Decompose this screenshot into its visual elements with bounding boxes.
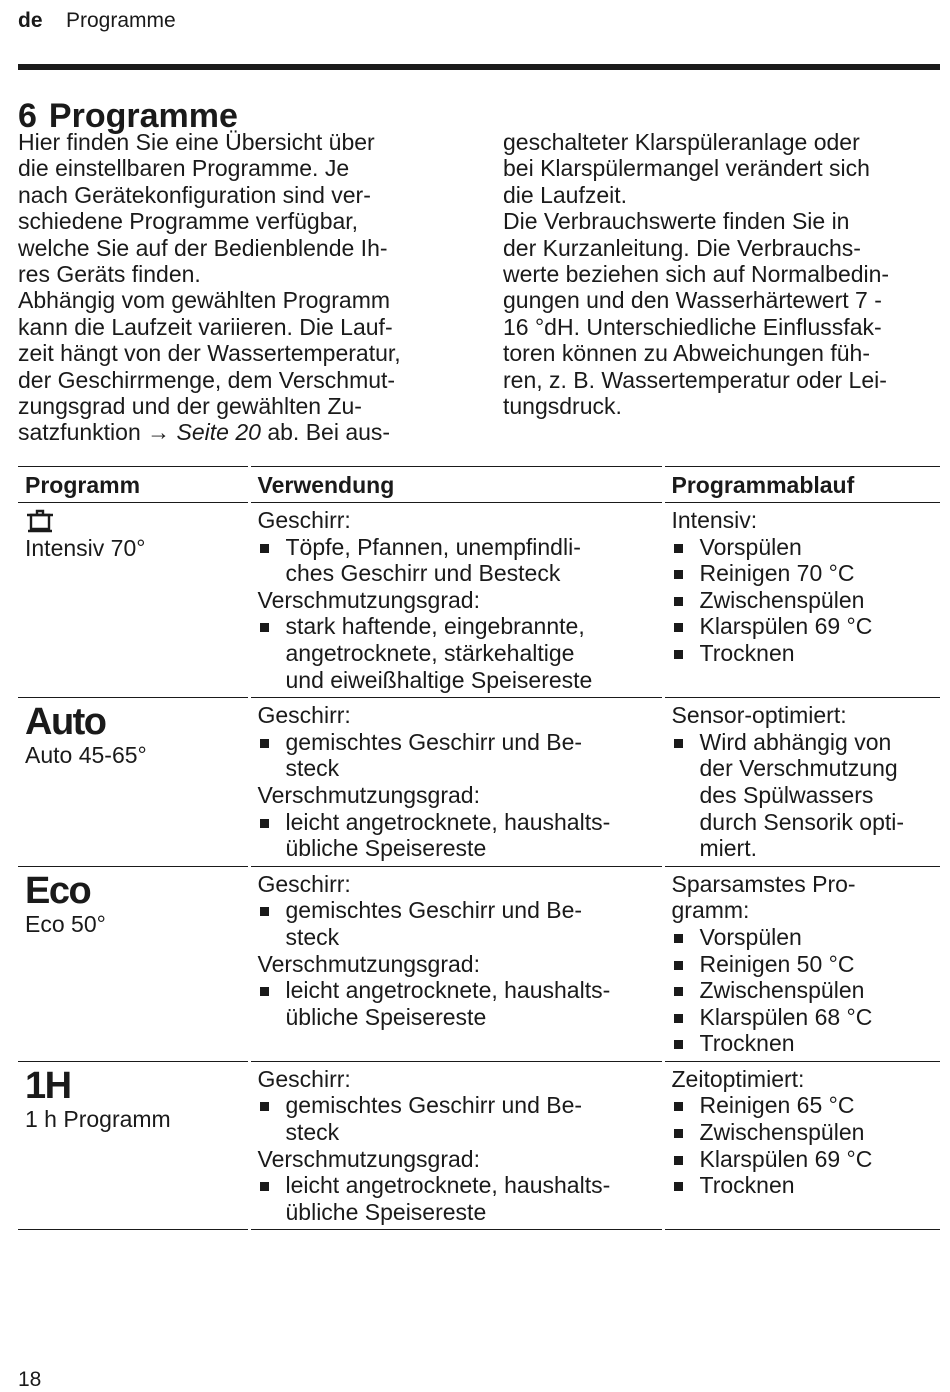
table-row [18, 1061, 940, 1230]
intro-line: toren können zu Abweichungen füh- [503, 340, 870, 367]
one-hour-icon: 1H [25, 1064, 71, 1107]
list-item-line: Zwischenspülen [699, 586, 865, 613]
intro-line: kann die Laufzeit variieren. Die Lauf- [18, 313, 393, 340]
list-item-line: und eiweißhaltige Speisereste [285, 666, 593, 693]
bullet-list [258, 977, 656, 1030]
list-item-line: Wird abhängig von [699, 728, 892, 755]
program-flow-cell [663, 503, 940, 698]
list-item-line: Klarspülen 69 °C [699, 613, 873, 640]
list-item [672, 560, 935, 587]
list-item-line: Reinigen 70 °C [699, 560, 855, 587]
intro-line: zungsgrad und der gewählten Zu- [18, 393, 362, 420]
bullet-list [672, 729, 935, 862]
column-header-programm: Programm [18, 467, 249, 503]
list-item [672, 534, 935, 561]
list-item [672, 1030, 935, 1057]
intro-line: zeit hängt von der Wassertemperatur, [18, 340, 401, 367]
intro-column-right [503, 129, 943, 419]
program-flow-cell [663, 1061, 940, 1230]
intro-line: der Geschirrmenge, dem Verschmut- [18, 366, 396, 393]
usage-label: Geschirr: [257, 1065, 351, 1092]
list-item [672, 1092, 935, 1119]
bullet-list [672, 534, 935, 667]
list-item-line: durch Sensorik opti- [699, 808, 905, 835]
intro-line-end: ab. Bei aus- [267, 419, 391, 446]
usage-label: Verschmutzungsgrad: [257, 781, 480, 808]
list-item-line: Reinigen 50 °C [699, 950, 855, 977]
program-cell [18, 1061, 249, 1230]
usage-label: Verschmutzungsgrad: [257, 1145, 480, 1172]
list-item-line: steck [285, 755, 340, 782]
intro-line: tungsdruck. [503, 393, 622, 420]
program-name: Auto 45-65° [25, 742, 147, 769]
program-table [18, 466, 940, 1230]
flow-label: Intensiv: [671, 507, 758, 533]
intro-line: res Geräts finden. [18, 261, 201, 288]
usage-label: Geschirr: [257, 702, 351, 729]
list-item [672, 977, 935, 1004]
list-item [672, 1004, 935, 1031]
intro-line: nach Gerätekonfiguration sind ver- [18, 181, 371, 208]
bullet-list [258, 809, 656, 862]
list-item-line: ches Geschirr und Besteck [285, 560, 561, 587]
usage-cell [249, 503, 663, 698]
intro-line: Abhängig vom gewählten Programm [18, 287, 391, 314]
list-item [258, 809, 656, 862]
intro-line: der Kurzanleitung. Die Verbrauchs- [503, 234, 861, 261]
intro-line: welche Sie auf der Bedienblende Ih- [18, 234, 388, 261]
usage-label: Verschmutzungsgrad: [257, 950, 480, 977]
list-item-line: stark haftende, eingebrannte, [285, 613, 585, 640]
chapter-title-text: Programme [48, 96, 238, 135]
usage-cell [249, 1061, 663, 1230]
list-item-line: des Spülwassers [699, 781, 874, 808]
header-rule [18, 64, 940, 70]
list-item-line: leicht angetrocknete, haushalts- [285, 808, 611, 835]
list-item-line: Trocknen [699, 1172, 795, 1199]
cross-reference-prefix: satzfunktion → [18, 419, 171, 446]
intro-line: bei Klarspülermangel verändert sich [503, 155, 870, 182]
list-item [258, 1172, 656, 1225]
list-item-line: Klarspülen 68 °C [699, 1003, 873, 1030]
intro-line [18, 419, 458, 445]
program-symbol [25, 507, 242, 533]
usage-label: Geschirr: [257, 507, 351, 533]
intro-line: gungen und den Wasserhärtewert 7 - [503, 287, 882, 314]
list-item-line: Vorspülen [699, 533, 802, 560]
list-item-line: Zwischenspülen [699, 977, 865, 1004]
intro-line: werte beziehen sich auf Normalbedin- [503, 261, 890, 288]
column-header-verwendung: Verwendung [249, 467, 663, 503]
table-row [18, 698, 940, 867]
usage-cell [249, 866, 663, 1061]
table-row [18, 866, 940, 1061]
running-header-section: Programme [66, 9, 176, 32]
table-header-row [18, 467, 940, 503]
list-item [672, 1119, 935, 1146]
list-item-line: angetrocknete, stärkehaltige [285, 639, 575, 666]
bullet-list [258, 1092, 656, 1145]
bullet-list [672, 924, 935, 1057]
flow-label: Zeitoptimiert: [671, 1065, 805, 1092]
intro-line: Die Verbrauchswerte finden Sie in [503, 208, 850, 235]
program-name: 1 h Programm [25, 1105, 171, 1132]
page-reference-link[interactable]: Seite 20 [176, 419, 261, 446]
list-item [672, 613, 935, 640]
bullet-list [672, 1092, 935, 1198]
list-item [258, 729, 656, 782]
program-flow-cell [663, 698, 940, 867]
flow-label: gramm: [671, 897, 750, 924]
column-header-programmablauf: Programmablauf [663, 467, 940, 503]
list-item-line: steck [285, 1119, 340, 1146]
list-item [258, 1092, 656, 1145]
intro-line: die Laufzeit. [503, 181, 628, 208]
auto-icon: Auto [25, 701, 106, 744]
list-item-line: gemischtes Geschirr und Be- [285, 1092, 583, 1119]
list-item-line: Vorspülen [699, 923, 802, 950]
list-item-line: übliche Speisereste [285, 835, 487, 862]
usage-label: Verschmutzungsgrad: [257, 586, 480, 613]
usage-cell [249, 698, 663, 867]
list-item [258, 613, 656, 693]
flow-label: Sparsamstes Pro- [671, 870, 856, 897]
list-item-line: Klarspülen 69 °C [699, 1145, 873, 1172]
list-item [672, 587, 935, 614]
eco-icon: Eco [25, 869, 91, 912]
list-item-line: gemischtes Geschirr und Be- [285, 897, 583, 924]
intro-line: schiedene Programme verfügbar, [18, 208, 359, 235]
list-item-line: steck [285, 923, 340, 950]
pot-icon [25, 507, 55, 533]
list-item [672, 729, 935, 862]
language-code: de [18, 9, 43, 32]
list-item [258, 977, 656, 1030]
bullet-list [258, 1172, 656, 1225]
program-cell [18, 503, 249, 698]
flow-label: Sensor-optimiert: [671, 702, 847, 729]
list-item-line: Zwischenspülen [699, 1119, 865, 1146]
list-item-line: Töpfe, Pfannen, unempfindli- [285, 533, 581, 560]
bullet-list [258, 534, 656, 587]
intro-line: die einstellbaren Programme. Je [18, 155, 350, 182]
chapter-number: 6 [18, 96, 37, 135]
page-number: 18 [18, 1368, 42, 1391]
list-item [672, 951, 935, 978]
list-item-line: der Verschmutzung [699, 755, 898, 782]
list-item-line: Trocknen [699, 639, 795, 666]
list-item-line: gemischtes Geschirr und Be- [285, 728, 583, 755]
intro-line: ren, z. B. Wassertemperatur oder Lei- [503, 366, 887, 393]
list-item-line: Reinigen 65 °C [699, 1092, 855, 1119]
bullet-list [258, 897, 656, 950]
list-item [672, 1172, 935, 1199]
list-item-line: übliche Speisereste [285, 1198, 487, 1225]
program-cell [18, 866, 249, 1061]
intro-line: 16 °dH. Unterschiedliche Einflussfak- [503, 313, 882, 340]
list-item [672, 640, 935, 667]
usage-label: Geschirr: [257, 870, 351, 897]
list-item [672, 1146, 935, 1173]
list-item [258, 534, 656, 587]
list-item-line: miert. [699, 835, 757, 862]
intro-line: Hier finden Sie eine Übersicht über [18, 129, 375, 155]
bullet-list [258, 729, 656, 782]
list-item-line: leicht angetrocknete, haushalts- [285, 1172, 611, 1199]
program-name: Intensiv 70° [25, 535, 146, 561]
intro-line: geschalteter Klarspüleranlage oder [503, 129, 860, 155]
list-item-line: übliche Speisereste [285, 1003, 487, 1030]
list-item-line: leicht angetrocknete, haushalts- [285, 977, 611, 1004]
list-item [258, 897, 656, 950]
bullet-list [258, 613, 656, 693]
intro-column-left [18, 129, 458, 446]
program-flow-cell [663, 866, 940, 1061]
list-item-line: Trocknen [699, 1030, 795, 1057]
program-cell [18, 698, 249, 867]
table-row [18, 503, 940, 698]
list-item [672, 924, 935, 951]
program-name: Eco 50° [25, 910, 106, 937]
